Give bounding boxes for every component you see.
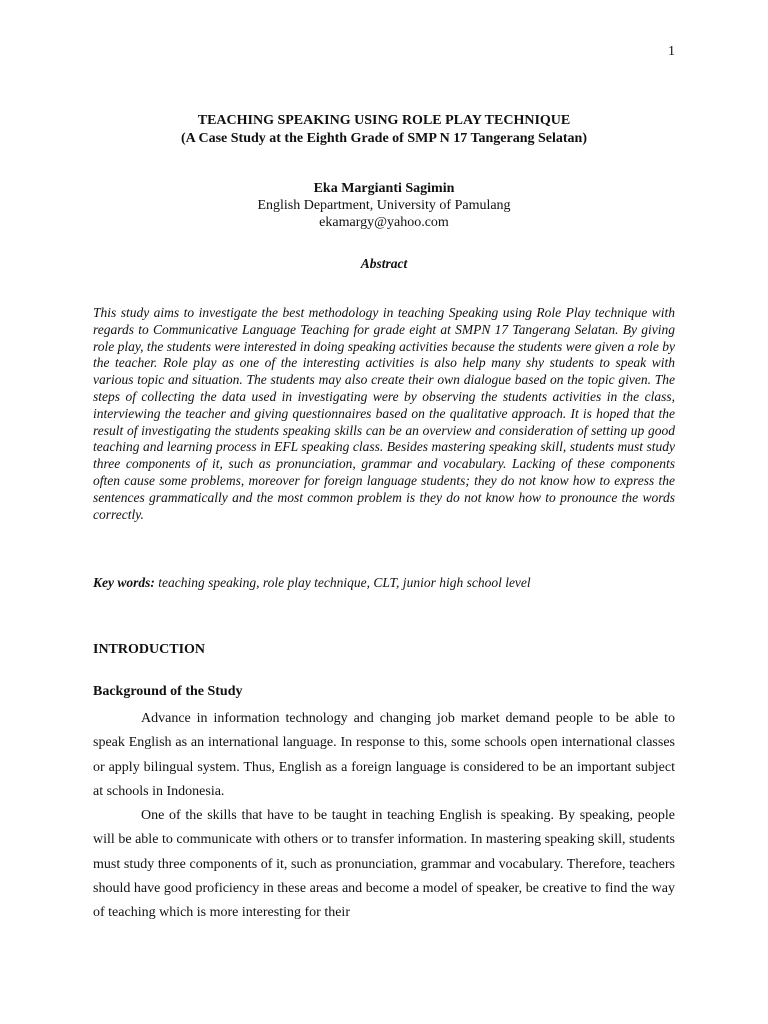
body-text: [93, 707, 675, 926]
keywords: [93, 575, 693, 591]
title-subtitle: (A Case Study at the Eighth Grade of SMP N 17 Tangerang Selatan): [180, 131, 588, 146]
paragraph: One of the skills that have to be taught in teaching English is speaking. By speaking, people will be able to communicate with others or to transfer information. In mastering speaking skill, students must study three components of it, such as pronunciation, grammar and vocabulary. Therefore, teachers should have good proficiency in these areas and become a model of speaker, be creative to find the way of teaching which is more interesting for their: [93, 808, 675, 921]
author-name: Eka Margianti Sagimin: [313, 181, 455, 196]
author-affiliation: English Department, University of Pamulang: [257, 198, 511, 213]
keywords-text: teaching speaking, role play technique, CLT, junior high school level: [158, 575, 531, 590]
keywords-label: Key words:: [93, 575, 155, 590]
author-email: ekamargy@yahoo.com: [319, 215, 449, 230]
abstract-heading: Abstract: [360, 256, 408, 271]
author-info: [0, 180, 768, 231]
title-main: TEACHING SPEAKING USING ROLE PLAY TECHNIQUE: [197, 113, 571, 128]
page-number: 1: [668, 44, 675, 59]
abstract-text: This study aims to investigate the best methodology in teaching Speaking using Role Play technique with regards to Communicative Language Teaching for grade eight at SMPN 17 Tangerang Selatan. By giving role play, the students were interested in doing speaking activities because the students were given a role by the teacher. Role play as one of the interesting activities is also help many shy students to speak with various topic and situation. The students may also create their own dialogue based on the topic given. The steps of collecting the data used in investigating were by observing the students activities in the class, interviewing the teacher and giving questionnaires based on the qualitative approach. It is hoped that the result of investigating the students speaking skills can be an overview and consideration of setting up good teaching and learning process in EFL speaking class. Besides mastering speaking skill, students must study three components of it, such as pronunciation, grammar and vocabulary. Lacking of these components often cause some problems, moreover for foreign language students; they do not know how to express the sentences grammatically and the most common problem is they do not know how to pronounce the words correctly.: [93, 305, 675, 522]
section-heading-introduction: INTRODUCTION: [93, 642, 206, 657]
paper-title: [0, 112, 768, 148]
paragraph: Advance in information technology and changing job market demand people to be able to speak English as an international language. In response to this, some schools open international classes or apply bilingual system. Thus, English as a foreign language is considered to be an important subject at schools in Indonesia.: [93, 711, 675, 799]
subsection-heading-background: Background of the Study: [93, 684, 243, 699]
